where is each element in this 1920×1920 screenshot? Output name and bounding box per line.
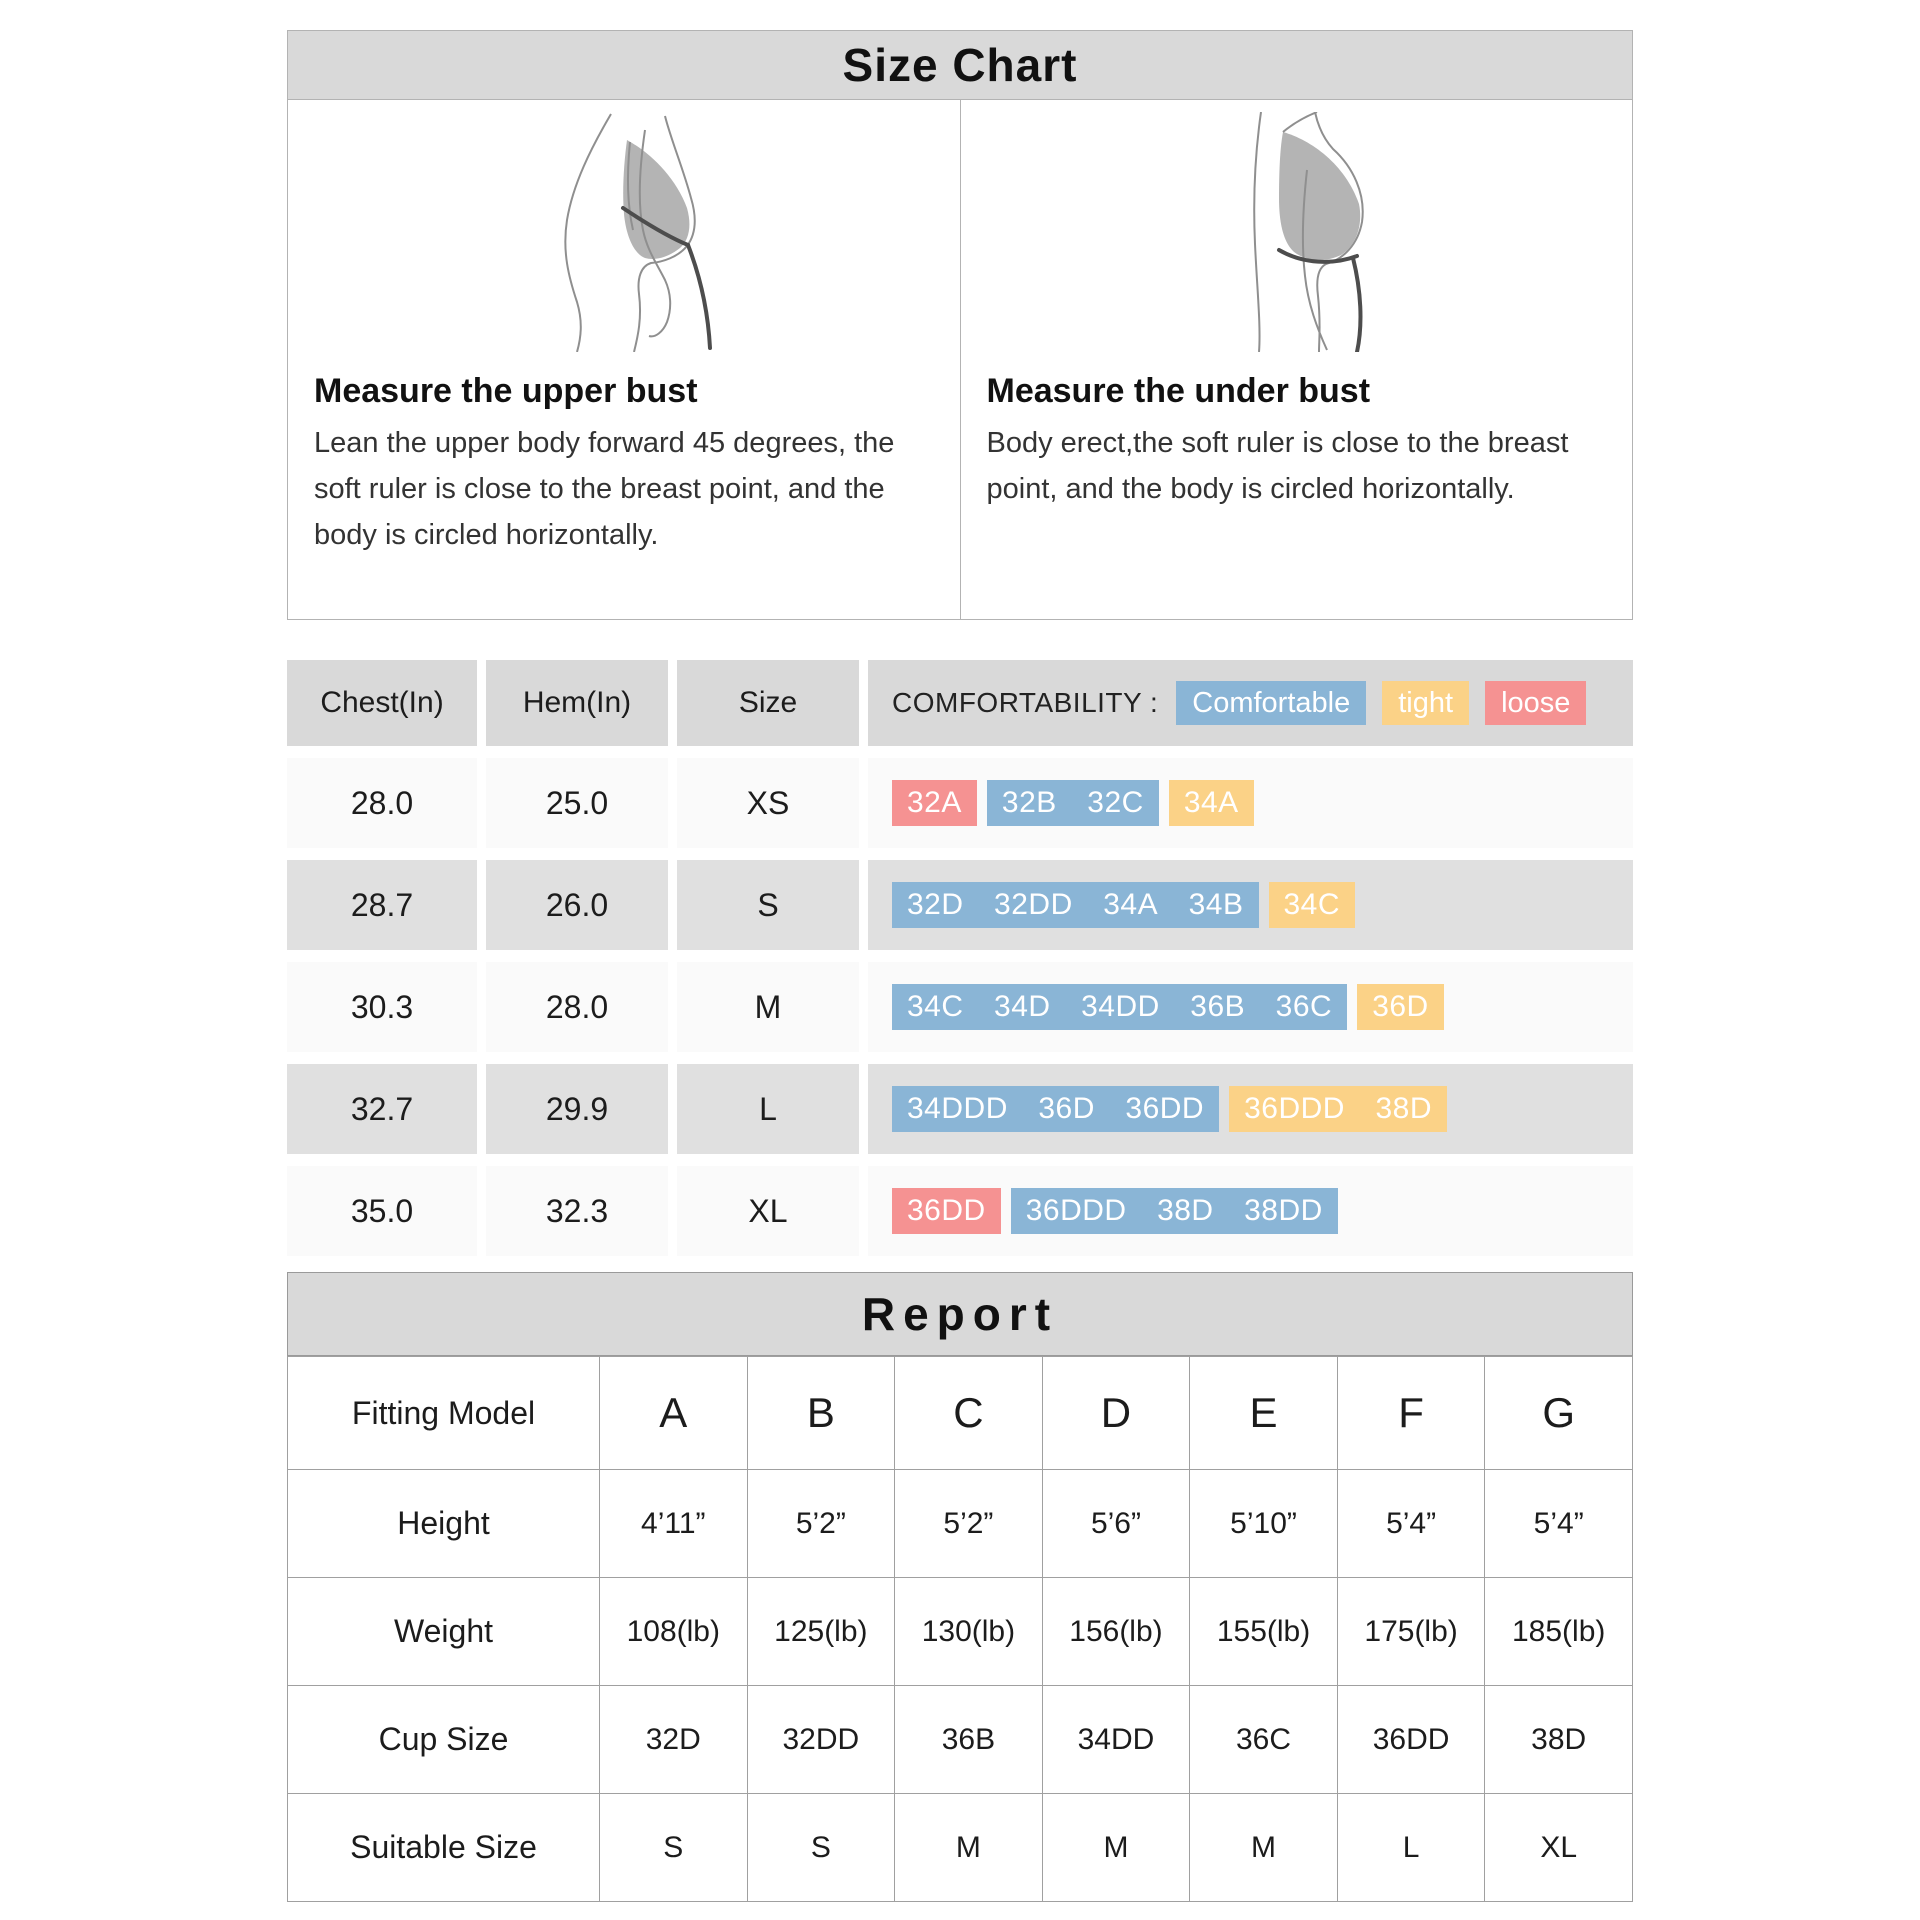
weight-value: 125(lb) <box>747 1578 895 1686</box>
cup-size-badge-comfortable: 32B 32C <box>987 780 1159 826</box>
cup-size-badge-tight: 34A <box>1169 780 1254 826</box>
hem-value: 28.0 <box>486 962 668 1052</box>
size-value: XS <box>677 758 859 848</box>
cup-size-badge-comfortable: 32D 32DD 34A 34B <box>892 882 1259 928</box>
model-column: A <box>600 1357 748 1470</box>
legend-tight-badge: tight <box>1382 681 1469 725</box>
panel-description: Body erect,the soft ruler is close to the breast point, and the body is circled horizontally. <box>986 427 1569 505</box>
measurement-panels <box>287 100 1633 620</box>
panel-upper-bust <box>288 100 960 619</box>
cup-size-value: 38D <box>1485 1686 1633 1794</box>
size-value: L <box>677 1064 859 1154</box>
model-column: D <box>1042 1357 1190 1470</box>
column-header-chest: Chest(In) <box>287 660 477 746</box>
report-title: Report <box>861 1288 1059 1340</box>
legend-loose-badge: loose <box>1485 681 1586 725</box>
chest-value: 30.3 <box>287 962 477 1052</box>
cup-size-value: 34DD <box>1042 1686 1190 1794</box>
cup-size-badge-loose: 36DD <box>892 1188 1001 1234</box>
model-column: B <box>747 1357 895 1470</box>
height-value: 5’4” <box>1485 1470 1633 1578</box>
upper-bust-illustration <box>314 106 926 364</box>
column-header-size: Size <box>677 660 859 746</box>
panel-description: Lean the upper body forward 45 degrees, the soft ruler is close to the breast point, and the body is circled horizontally. <box>314 427 895 551</box>
cup-size-badge-comfortable: 34C 34D 34DD 36B 36C <box>892 984 1347 1030</box>
cup-size-badge-tight: 34C <box>1269 882 1356 928</box>
column-header-hem: Hem(In) <box>486 660 668 746</box>
size-value: S <box>677 860 859 950</box>
suitable-size-value: S <box>747 1794 895 1902</box>
suitable-size-value: S <box>600 1794 748 1902</box>
panel-heading: Measure the under bust <box>986 372 1371 410</box>
table-row <box>288 1578 1633 1686</box>
row-label-suitable-size: Suitable Size <box>288 1794 600 1902</box>
weight-value: 185(lb) <box>1485 1578 1633 1686</box>
hem-value: 29.9 <box>486 1064 668 1154</box>
size-chart-title-bar <box>287 30 1633 100</box>
model-column: G <box>1485 1357 1633 1470</box>
cup-size-value: 36B <box>895 1686 1043 1794</box>
comfortability-label: COMFORTABILITY : <box>892 687 1159 718</box>
suitable-size-value: M <box>1042 1794 1190 1902</box>
cup-size-badge-tight: 36DDD 38D <box>1229 1086 1447 1132</box>
legend-comfortable-badge: Comfortable <box>1176 681 1366 725</box>
hem-value: 26.0 <box>486 860 668 950</box>
row-label-cup-size: Cup Size <box>288 1686 600 1794</box>
suitable-size-value: L <box>1337 1794 1485 1902</box>
cup-size-badge-tight: 36D <box>1357 984 1444 1030</box>
weight-value: 130(lb) <box>895 1578 1043 1686</box>
chest-value: 35.0 <box>287 1166 477 1256</box>
table-row <box>288 1357 1633 1470</box>
model-column: F <box>1337 1357 1485 1470</box>
height-value: 5’2” <box>895 1470 1043 1578</box>
size-value: M <box>677 962 859 1052</box>
chest-value: 28.7 <box>287 860 477 950</box>
chest-value: 28.0 <box>287 758 477 848</box>
woman-leaning-figure-icon <box>495 112 745 352</box>
table-row <box>288 1470 1633 1578</box>
size-table <box>287 660 1633 1256</box>
chest-value: 32.7 <box>287 1064 477 1154</box>
height-value: 5’2” <box>747 1470 895 1578</box>
height-value: 4’11” <box>600 1470 748 1578</box>
cup-sizes-m <box>868 962 1633 1052</box>
size-value: XL <box>677 1166 859 1256</box>
content-area <box>287 30 1633 1902</box>
woman-upright-figure-icon <box>1167 112 1417 352</box>
table-row <box>288 1686 1633 1794</box>
under-bust-illustration <box>987 106 1599 364</box>
cup-sizes-xl <box>868 1166 1633 1256</box>
height-value: 5’10” <box>1190 1470 1338 1578</box>
table-row <box>288 1794 1633 1902</box>
panel-heading: Measure the upper bust <box>314 372 698 410</box>
cup-size-value: 32DD <box>747 1686 895 1794</box>
row-label-fitting-model: Fitting Model <box>288 1357 600 1470</box>
weight-value: 155(lb) <box>1190 1578 1338 1686</box>
weight-value: 175(lb) <box>1337 1578 1485 1686</box>
weight-value: 156(lb) <box>1042 1578 1190 1686</box>
row-label-weight: Weight <box>288 1578 600 1686</box>
row-label-height: Height <box>288 1470 600 1578</box>
report-title-bar <box>287 1272 1633 1356</box>
cup-sizes-xs <box>868 758 1633 848</box>
weight-value: 108(lb) <box>600 1578 748 1686</box>
panel-under-bust <box>960 100 1633 619</box>
cup-sizes-s <box>868 860 1633 950</box>
page-title: Size Chart <box>842 39 1078 91</box>
suitable-size-value: XL <box>1485 1794 1633 1902</box>
cup-size-badge-comfortable: 34DDD 36D 36DD <box>892 1086 1219 1132</box>
cup-size-value: 36DD <box>1337 1686 1485 1794</box>
suitable-size-value: M <box>895 1794 1043 1902</box>
hem-value: 32.3 <box>486 1166 668 1256</box>
report-table <box>287 1356 1633 1902</box>
model-column: E <box>1190 1357 1338 1470</box>
height-value: 5’4” <box>1337 1470 1485 1578</box>
cup-size-value: 32D <box>600 1686 748 1794</box>
cup-sizes-l <box>868 1064 1633 1154</box>
height-value: 5’6” <box>1042 1470 1190 1578</box>
cup-size-value: 36C <box>1190 1686 1338 1794</box>
suitable-size-value: M <box>1190 1794 1338 1902</box>
cup-size-badge-loose: 32A <box>892 780 977 826</box>
cup-size-badge-comfortable: 36DDD 38D 38DD <box>1011 1188 1338 1234</box>
model-column: C <box>895 1357 1043 1470</box>
hem-value: 25.0 <box>486 758 668 848</box>
comfortability-header <box>868 660 1633 746</box>
